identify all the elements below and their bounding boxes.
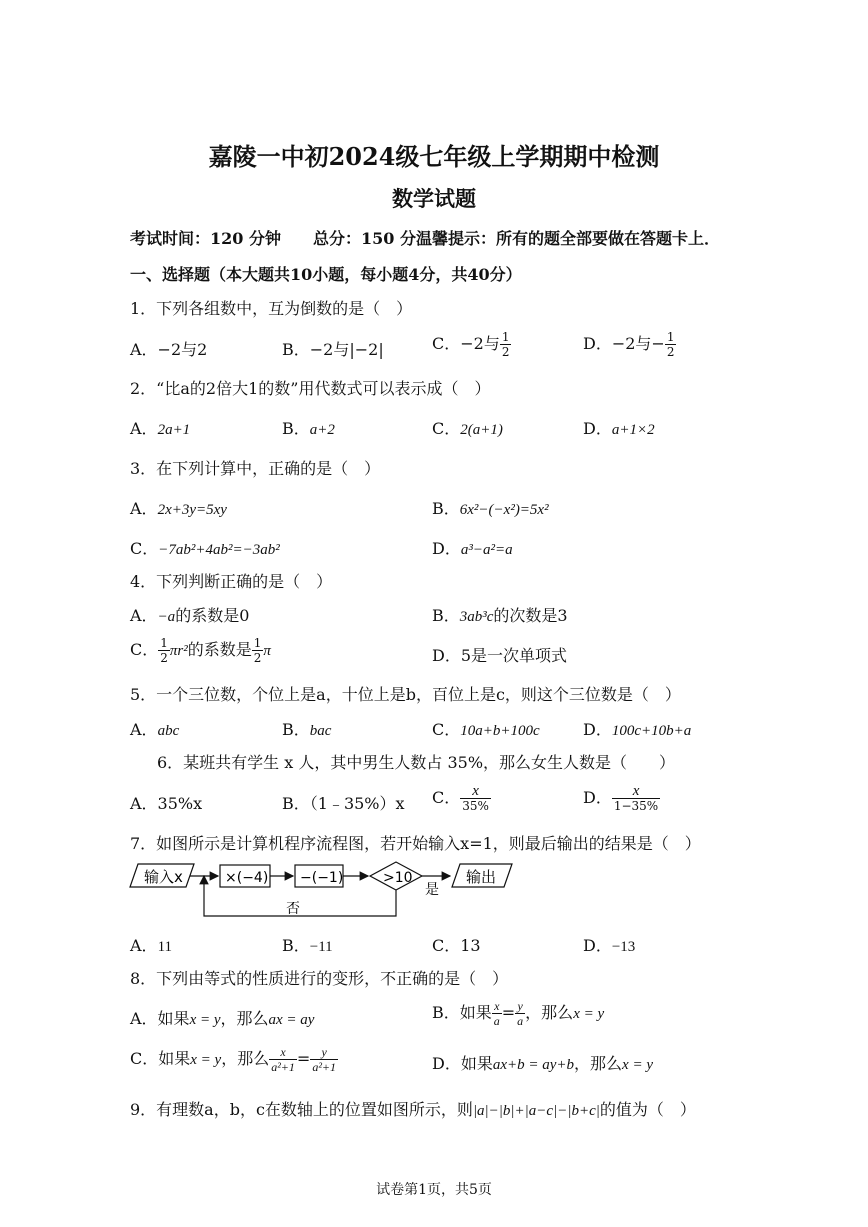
q6-stem: 6．某班共有学生 x 人，其中男生人数占 35%，那么女生人数是（ ） [157,753,676,772]
q4-option-c: C． $\frac{1}{2}$ πr²的系数是 $\frac{1}{2}$ π [130,636,271,665]
q4-option-a: A．−a的系数是0 [130,606,250,625]
q8-option-a: A．如果x = y，那么ax = ay [130,1009,315,1028]
q2-stem: 2．“比a的2倍大1的数”用代数式可以表示成（ ） [130,379,491,398]
flow-condition-label: >10 [383,870,413,886]
flow-op1-label: ×(−4) [225,870,269,886]
q8-option-c: C．如果x = y，那么 $\frac{x}{\text{a²+1}}$ = $\frac{y}{\text{a²+1}}$ [130,1045,337,1074]
q5-option-d: D．100c+10b+a [583,720,692,739]
q3-option-a: A．2x+3y=5xy [130,499,227,518]
flow-input-label: 输入x [144,868,183,886]
page-footer: 试卷第1页，共5页 [376,1182,492,1198]
q4-option-b: B．3ab³c的次数是3 [432,606,568,625]
flow-no-label: 否 [286,901,300,917]
q4-stem: 4．下列判断正确的是（ ） [130,572,333,591]
q3-option-d: D．a³−a²=a [432,539,513,558]
q9-stem: 9．有理数a，b，c在数轴上的位置如图所示，则|a|−|b|+|a−c|−|b+c|的值为（ ） [130,1100,696,1119]
q7-option-d: D．−13 [583,936,636,955]
q8-stem: 8．下列由等式的性质进行的变形，不正确的是（ ） [130,969,509,988]
q1-stem: 1．下列各组数中，互为倒数的是（ ） [130,299,413,318]
q6-option-d: D． $\frac{x}{1-35\%}$ [583,783,659,813]
q3-option-b: B．6x²−(−x²)=5x² [432,499,549,518]
flow-yes-label: 是 [425,882,439,898]
q3-stem: 3．在下列计算中，正确的是（ ） [130,459,381,478]
exam-info: 考试时间：120 分钟 总分：150 分温馨提示：所有的题全部要做在答题卡上． [130,229,720,248]
exam-subtitle: 数学试题 [392,186,476,211]
section-heading: 一、选择题（本大题共10小题，每小题4分，共40分） [130,265,522,284]
q3-option-c: C．−7ab²+4ab²=−3ab² [130,539,280,558]
q6-option-b: B．（1﹣35%）x [282,794,405,813]
q2-option-b: B．a+2 [282,419,335,438]
q5-option-a: A．abc [130,720,180,739]
q2-option-d: D．a+1×2 [583,419,655,438]
q1-option-b: B．−2与|−2| [282,340,384,359]
q2-option-c: C．2(a+1) [432,419,503,438]
flow-op2-label: −(−1) [300,870,344,886]
q7-option-c: C．13 [432,936,481,955]
q5-option-b: B．bac [282,720,332,739]
q5-option-c: C．10a+b+100c [432,720,540,739]
q2-option-a: A．2a+1 [130,419,191,438]
q7-option-a: A．11 [130,936,173,955]
q7-flowchart [128,856,528,922]
q1-option-d: D．−2与− $\frac{1}{2}$ [583,330,675,359]
q7-stem: 7．如图所示是计算机程序流程图，若开始输入x=1，则最后输出的结果是（ ） [130,834,701,853]
q6-option-c: C． $\frac{x}{35\%}$ [432,783,489,813]
exam-title: 嘉陵一中初2024级七年级上学期期中检测 [208,142,660,171]
q4-option-d: D．5是一次单项式 [432,646,568,665]
q8-option-b: B．如果 $\frac{x}{a}$ = $\frac{y}{a}$ ，那么x = y [432,999,605,1028]
flow-output-label: 输出 [466,868,497,886]
q6-option-a: A．35%x [130,794,203,813]
q1-option-a: A．−2与2 [130,340,208,359]
q8-option-d: D．如果ax+b = ay+b，那么x = y [432,1054,653,1073]
q1-option-c: C．−2与 $\frac{1}{2}$ [432,330,510,359]
q5-stem: 5．一个三位数，个位上是a，十位上是b，百位上是c，则这个三位数是（ ） [130,685,681,704]
q7-option-b: B．−11 [282,936,333,955]
